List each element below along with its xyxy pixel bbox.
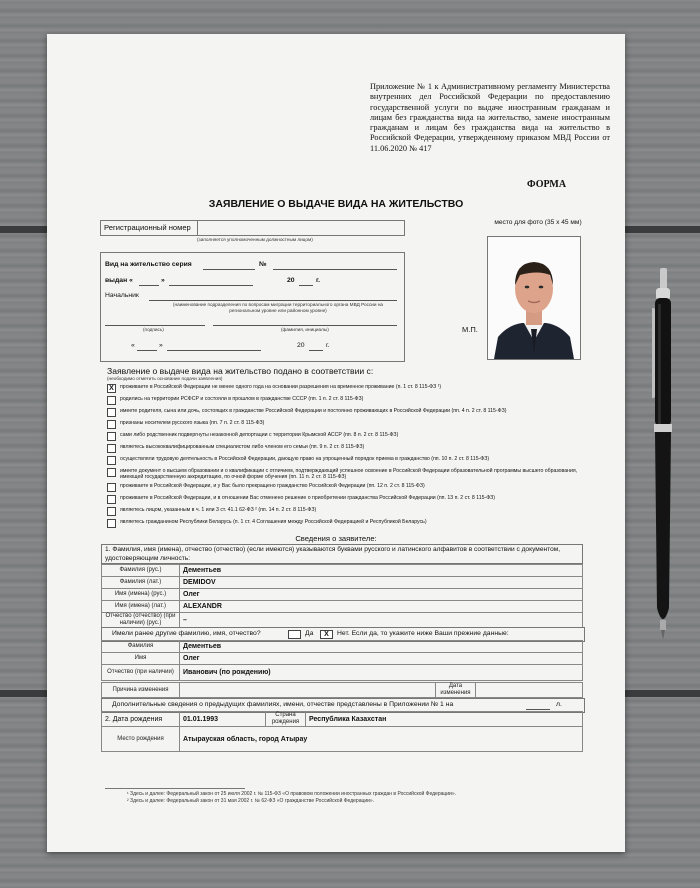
- basis-heading: Заявление о выдаче вида на жительство подано в соответствии с:: [107, 366, 374, 376]
- birth-date-label: 2. Дата рождения: [102, 712, 180, 727]
- prev-yes-checkbox[interactable]: [288, 630, 301, 639]
- birth-table: [101, 711, 583, 752]
- basis-item: [107, 396, 587, 405]
- row-label: Фамилия: [102, 641, 180, 653]
- date-year-prefix: 20: [297, 342, 305, 349]
- reason-label: Причина изменения: [102, 683, 180, 698]
- basis-text: проживаете в Российской Федерации не менее одного года на основании разрешения на временное проживание (п. 1 ст. 8 115-ФЗ ¹): [120, 384, 442, 390]
- date-year-line[interactable]: [309, 350, 323, 351]
- chief-line[interactable]: [149, 300, 397, 301]
- chief-label: Начальник: [105, 292, 139, 299]
- table-row: [102, 577, 583, 589]
- basis-checklist: [107, 384, 587, 531]
- basis-item: [107, 495, 587, 504]
- basis-item: [107, 384, 587, 393]
- prev-question-text: Имели ранее другие фамилию, имя, отчество?: [112, 630, 261, 637]
- basis-item: [107, 519, 587, 528]
- basis-text: являетесь лицом, указанным в ч. 1 или 3 ст. 41.1 62-ФЗ ² (пп. 14 п. 2 ст. 8 115-ФЗ): [120, 507, 317, 514]
- pen-illustration: [652, 268, 674, 648]
- table-row: [102, 712, 583, 727]
- divider: [197, 221, 198, 235]
- basis-checkbox[interactable]: [107, 468, 116, 477]
- prev-surname[interactable]: Дементьев: [180, 641, 583, 653]
- date-day-line[interactable]: [137, 350, 157, 351]
- previous-names-table: [101, 640, 583, 681]
- basis-text: проживаете в Российской Федерации, и в отношении Вас отменено решение о приобретении гражданства Российской Федерации (пп. 13 п. 2 ст. 8 115-ФЗ): [120, 495, 496, 502]
- date-year-suffix: г.: [326, 342, 330, 349]
- surname-rus[interactable]: Дементьев: [180, 565, 583, 577]
- additional-text: Дополнительные сведения о предыдущих фамилиях, имени, отчестве представлены в Приложении № 1 на: [112, 701, 454, 708]
- birth-date-value[interactable]: 01.01.1993: [180, 712, 266, 727]
- prev-name[interactable]: Олег: [180, 653, 583, 665]
- date-open: «: [131, 342, 135, 349]
- table-row: [102, 683, 583, 698]
- basis-text: являетесь высококвалифицированным специалистом либо членом его семьи (пп. 9 п. 2 ст. 8 115-ФЗ): [120, 444, 365, 450]
- basis-checkbox[interactable]: [107, 483, 116, 492]
- name-lat[interactable]: ALEXANDR: [180, 601, 583, 613]
- issued-month-line[interactable]: [169, 285, 253, 286]
- registration-note: (заполняется уполномоченным должностным лицом): [197, 237, 313, 242]
- row-label: Имя: [102, 653, 180, 665]
- quote-close: »: [161, 277, 165, 284]
- issued-day-line[interactable]: [139, 285, 159, 286]
- table-row: [102, 565, 583, 577]
- row-label: Имя (имена) (рус.): [102, 589, 180, 601]
- basis-checkbox[interactable]: [107, 408, 116, 417]
- table-row: [102, 665, 583, 681]
- basis-text: являетесь гражданином Республики Беларусь (п. 1 ст. 4 Соглашения между Российской Федерацией и Республикой Беларусь): [120, 519, 427, 526]
- footnote-divider: [105, 788, 245, 789]
- form-title: ЗАЯВЛЕНИЕ О ВЫДАЧЕ ВИДА НА ЖИТЕЛЬСТВО: [208, 198, 464, 210]
- form-page: [47, 34, 625, 852]
- basis-text: имеете документ о высшем образовании и о квалификации с отличием, подтверждающий успешное освоение в Российской Федерации образовательной программы высшего образования, имеющей государственную аккредитацию, по очной форме обучения (пп. 11 п. 2 ст. 8 115-ФЗ): [120, 468, 578, 481]
- basis-item: [107, 507, 587, 516]
- basis-checkbox[interactable]: [107, 444, 116, 453]
- change-date-field[interactable]: [476, 683, 583, 698]
- patronymic-rus[interactable]: –: [180, 613, 583, 628]
- date-quote-close: »: [159, 342, 163, 349]
- basis-checkbox[interactable]: X: [107, 384, 116, 393]
- chief-note: (наименование подразделения по вопросам миграции территориального органа МВД России на региональном уровне или районном уровне): [172, 302, 384, 313]
- issued-label: выдан «: [105, 277, 133, 284]
- form-label: ФОРМА: [527, 179, 567, 190]
- table-row: [102, 653, 583, 665]
- basis-checkbox[interactable]: [107, 495, 116, 504]
- signature-line[interactable]: [105, 325, 205, 326]
- table-row: [102, 641, 583, 653]
- basis-text: родились на территории РСФСР и состояли в прошлом в гражданстве СССР (пп. 1 п. 2 ст. 8 115-ФЗ): [120, 396, 364, 402]
- basis-item: [107, 420, 587, 429]
- basis-text: признаны носителем русского языка (пп. 7 п. 2 ст. 8 115-ФЗ): [120, 420, 265, 426]
- series-line[interactable]: [203, 269, 255, 270]
- basis-text: осуществляли трудовую деятельность в Российской Федерации, дающую право на упрощенный порядок приема в гражданство (пп. 10 п. 2 ст. 8 115-ФЗ): [120, 456, 490, 462]
- basis-checkbox[interactable]: [107, 456, 116, 465]
- row-label: Отчество (отчество) (при наличии) (рус.): [102, 613, 180, 628]
- place-label: Место рождения: [102, 727, 180, 752]
- basis-text: сами либо родственник подвергнуты незаконной депортации с территории Крымской АССР (пп. 8 п. 2 ст. 8 115-ФЗ): [120, 432, 399, 438]
- table-row: [102, 727, 583, 752]
- place-value[interactable]: Атырауская область, город Атырау: [180, 727, 583, 752]
- basis-text: проживаете в Российской Федерации, и у Вас было прекращено гражданство Российской Федерации (пп. 12 п. 2 ст. 8 115-ФЗ): [120, 483, 425, 490]
- portrait-illustration: [488, 237, 580, 359]
- year-suffix: г.: [316, 277, 321, 284]
- change-table: [101, 682, 583, 698]
- name-line[interactable]: [213, 325, 397, 326]
- number-line[interactable]: [273, 269, 397, 270]
- applicant-heading: Сведения о заявителе:: [295, 534, 377, 543]
- basis-text: имеете родителя, сына или дочь, состоящих в гражданстве Российской Федерации и постоянно проживающих в Российской Федерации (пп. 4 п. 2 ст. 8 115-ФЗ): [120, 408, 507, 414]
- footnotes: [127, 791, 587, 804]
- applicant-photo: [487, 236, 581, 360]
- basis-item: [107, 456, 587, 465]
- name-rus[interactable]: Олег: [180, 589, 583, 601]
- footnote-2: ² Здесь и далее: Федеральный закон от 31 мая 2002 г. № 62-ФЗ «О гражданстве Российской Федерации».: [127, 797, 375, 804]
- names-table: [101, 564, 583, 628]
- table-row: [102, 601, 583, 613]
- row-label: Фамилия (рус.): [102, 565, 180, 577]
- footnote-1: ¹ Здесь и далее: Федеральный закон от 25 июля 2002 г. № 115-ФЗ «О правовом положении иностранных граждан в Российской Федерации».: [127, 791, 457, 797]
- appendix-note: Приложение № 1 к Административному регламенту Министерства внутренних дел Российской Федерации по предоставлению государственной услуги по выдаче иностранным гражданам и лицам без гражданства вида на жительство, замене иностранным гражданам и лицам без гражданства вида на жительство в Российской Федерации, утвержденному приказом МВД России от 11.06.2020 № 417: [370, 82, 610, 153]
- additional-pages-line[interactable]: [526, 709, 550, 710]
- signature-note: (подпись): [143, 327, 164, 332]
- basis-item: [107, 444, 587, 453]
- number-label: №: [259, 261, 267, 268]
- table-row: [102, 589, 583, 601]
- prev-no-checkbox[interactable]: X: [320, 630, 333, 639]
- country-value[interactable]: Республика Казахстан: [306, 712, 583, 727]
- basis-checkbox[interactable]: [107, 519, 116, 528]
- reason-field[interactable]: [180, 683, 436, 698]
- issued-year-line[interactable]: [299, 285, 313, 286]
- basis-checkbox[interactable]: [107, 396, 116, 405]
- basis-item: [107, 432, 587, 441]
- basis-item: [107, 468, 587, 480]
- date-month-line[interactable]: [167, 350, 261, 351]
- basis-checkbox[interactable]: [107, 507, 116, 516]
- country-label: Страна рождения: [266, 712, 306, 727]
- basis-checkbox[interactable]: [107, 420, 116, 429]
- row-label: Отчество (при наличии): [102, 665, 180, 681]
- row-label: Фамилия (лат.): [102, 577, 180, 589]
- stamp-place-label: М.П.: [462, 325, 478, 334]
- surname-lat[interactable]: DEMIDOV: [180, 577, 583, 589]
- additional-suffix: л.: [556, 701, 562, 708]
- residence-permit-block: [100, 252, 405, 362]
- basis-item: [107, 483, 587, 492]
- prev-no-label: Нет. Если да, то укажите ниже Ваши прежние данные:: [337, 630, 509, 637]
- year-prefix: 20: [287, 277, 295, 284]
- prev-yes-label: Да: [305, 630, 314, 637]
- registration-number-field[interactable]: [100, 220, 405, 236]
- name-note: (фамилия, инициалы): [281, 327, 329, 332]
- prev-patronymic[interactable]: Иванович (по рождению): [180, 665, 583, 681]
- registration-number-label: Регистрационный номер: [104, 223, 191, 232]
- change-date-label: Дата изменения: [436, 683, 476, 698]
- question-1: 1. Фамилия, имя (имена), отчество (отчество) (если имеются) указываются буквами русского и латинского алфавитов в соответствии с документом, удостоверяющим личность:: [101, 544, 583, 564]
- basis-item: [107, 408, 587, 417]
- row-label: Имя (имена) (лат.): [102, 601, 180, 613]
- table-row: [102, 613, 583, 628]
- basis-note: (необходимо отметить основание подачи заявления): [107, 376, 223, 381]
- basis-checkbox[interactable]: [107, 432, 116, 441]
- photo-caption: место для фото (35 х 45 мм): [494, 219, 582, 226]
- series-label: Вид на жительство серия: [105, 261, 192, 268]
